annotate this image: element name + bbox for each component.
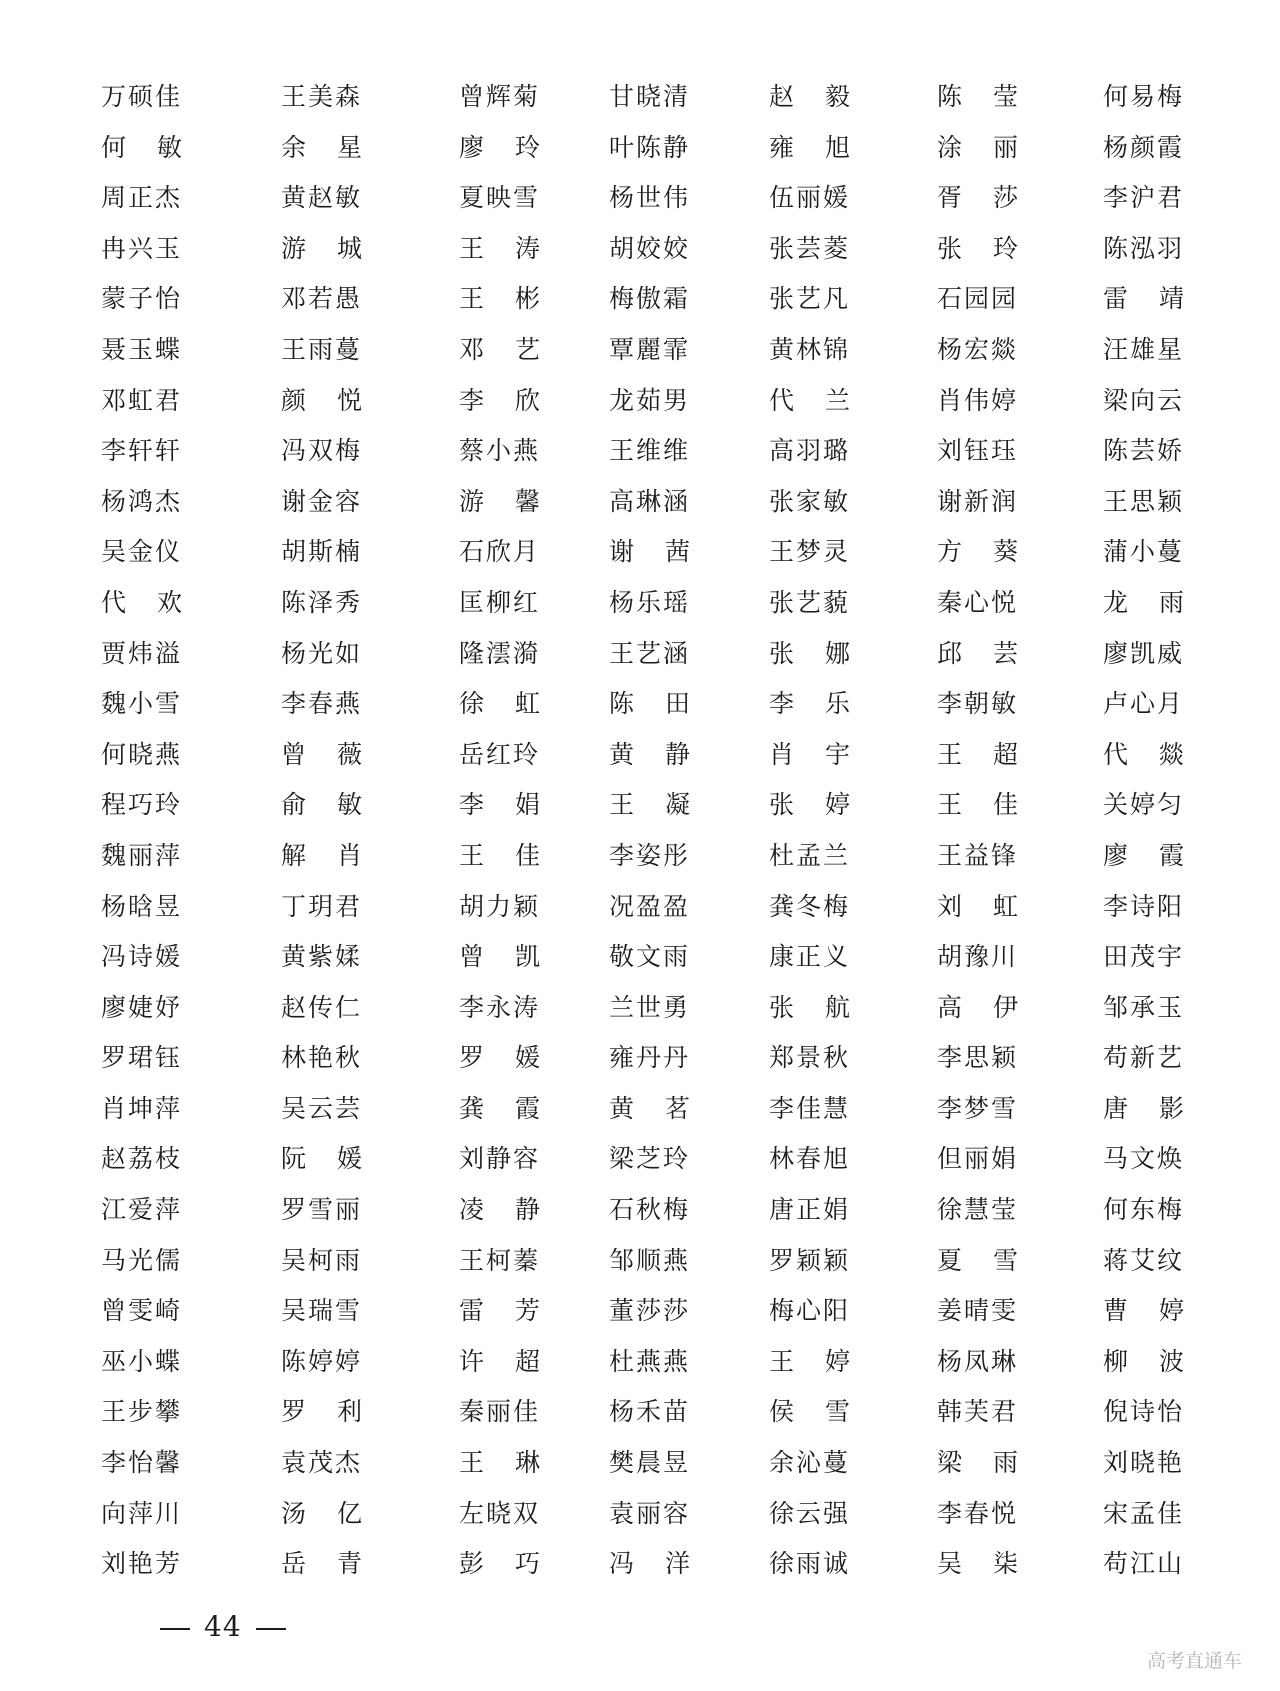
name-row (0, 730, 1280, 781)
name-cell: 梁芝玲 (608, 1144, 688, 1174)
name-cell: 王梦灵 (768, 537, 848, 567)
name-cell: 代 燚 (1102, 739, 1184, 769)
name-row (0, 173, 1280, 224)
name-cell: 张 航 (768, 992, 850, 1022)
name-cell: 徐云强 (768, 1498, 848, 1528)
name-cell: 颜 悦 (280, 385, 362, 415)
name-cell: 胥 莎 (936, 183, 1018, 213)
name-cell: 石园园 (936, 284, 1016, 314)
name-cell: 余沁蔓 (768, 1448, 848, 1478)
name-row (0, 932, 1280, 983)
name-cell: 游 城 (280, 233, 362, 263)
name-cell: 敬文雨 (608, 942, 688, 972)
name-cell: 蒋艾纹 (1102, 1245, 1182, 1275)
name-cell: 王柯蓁 (458, 1245, 538, 1275)
name-cell: 魏丽萍 (100, 840, 180, 870)
name-cell: 王 涛 (458, 233, 540, 263)
name-cell: 李 娟 (458, 790, 540, 820)
name-cell: 汤 亿 (280, 1498, 362, 1528)
name-cell: 高 伊 (936, 992, 1018, 1022)
name-row (0, 527, 1280, 578)
name-row (0, 477, 1280, 528)
name-cell: 俞 敏 (280, 790, 362, 820)
name-cell: 王 佳 (936, 790, 1018, 820)
name-row (0, 983, 1280, 1034)
name-cell: 李怡馨 (100, 1448, 180, 1478)
name-cell: 左晓双 (458, 1498, 538, 1528)
name-cell: 徐慧莹 (936, 1195, 1016, 1225)
name-cell: 李诗阳 (1102, 891, 1182, 921)
name-cell: 冯双梅 (280, 436, 360, 466)
name-cell: 李 乐 (768, 689, 850, 719)
name-cell: 赵 毅 (768, 82, 850, 111)
name-row (0, 578, 1280, 629)
name-cell: 张 娜 (768, 638, 850, 668)
name-row (0, 882, 1280, 933)
name-cell: 徐 虹 (458, 689, 540, 719)
name-cell: 卢心月 (1102, 689, 1182, 719)
name-cell: 甘晓清 (608, 82, 688, 111)
name-cell: 罗 利 (280, 1397, 362, 1427)
name-cell: 唐 影 (1102, 1093, 1184, 1123)
name-cell: 岳 青 (280, 1549, 362, 1579)
name-cell: 王 彬 (458, 284, 540, 314)
name-cell: 李思颖 (936, 1043, 1016, 1073)
name-row (0, 1236, 1280, 1287)
name-cell: 邓若愚 (280, 284, 360, 314)
name-cell: 魏小雪 (100, 689, 180, 719)
name-cell: 赵传仁 (280, 992, 360, 1022)
name-cell: 李佳慧 (768, 1093, 848, 1123)
name-row (0, 1134, 1280, 1185)
name-cell: 蔡小燕 (458, 436, 538, 466)
name-cell: 王 琳 (458, 1448, 540, 1478)
name-cell: 张芸菱 (768, 233, 848, 263)
name-cell: 王 超 (936, 739, 1018, 769)
name-cell: 夏 雪 (936, 1245, 1018, 1275)
name-row (0, 1286, 1280, 1337)
name-cell: 龚 霞 (458, 1093, 540, 1123)
name-list (0, 72, 1280, 1590)
name-cell: 李春悦 (936, 1498, 1016, 1528)
name-cell: 苟江山 (1102, 1549, 1182, 1579)
name-cell: 曹 婷 (1102, 1296, 1184, 1326)
name-cell: 陈泓羽 (1102, 233, 1182, 263)
name-cell: 游 馨 (458, 486, 540, 516)
name-cell: 蒙子怡 (100, 284, 180, 314)
name-row (0, 831, 1280, 882)
name-cell: 胡姣姣 (608, 233, 688, 263)
name-cell: 邹顺燕 (608, 1245, 688, 1275)
name-cell: 雷 靖 (1102, 284, 1184, 314)
name-cell: 秦丽佳 (458, 1397, 538, 1427)
name-cell: 刘静容 (458, 1144, 538, 1174)
name-cell: 柳 波 (1102, 1346, 1184, 1376)
name-cell: 赵荔枝 (100, 1144, 180, 1174)
name-cell: 张艺藐 (768, 587, 848, 617)
name-cell: 隆澐漪 (458, 638, 538, 668)
name-cell: 龚冬梅 (768, 891, 848, 921)
name-cell: 代 欢 (100, 587, 182, 617)
name-row (0, 629, 1280, 680)
name-row (0, 325, 1280, 376)
name-cell: 胡豫川 (936, 942, 1016, 972)
name-cell: 肖坤萍 (100, 1093, 180, 1123)
name-cell: 彭 巧 (458, 1549, 540, 1579)
name-cell: 吴瑞雪 (280, 1296, 360, 1326)
name-row (0, 426, 1280, 477)
watermark: 高考直通车 (1146, 1650, 1242, 1672)
name-cell: 张 玲 (936, 233, 1018, 263)
name-cell: 邓虹君 (100, 385, 180, 415)
name-cell: 倪诗怡 (1102, 1397, 1182, 1427)
name-cell: 宋孟佳 (1102, 1498, 1182, 1528)
name-cell: 吴金仪 (100, 537, 180, 567)
name-cell: 王步攀 (100, 1397, 180, 1427)
name-cell: 黄林锦 (768, 334, 848, 364)
name-cell: 黄赵敏 (280, 183, 360, 213)
name-cell: 肖伟婷 (936, 385, 1016, 415)
name-cell: 王美森 (280, 82, 360, 111)
name-cell: 康正义 (768, 942, 848, 972)
name-cell: 吴柯雨 (280, 1245, 360, 1275)
name-cell: 王思颖 (1102, 486, 1182, 516)
name-cell: 杨乐瑶 (608, 587, 688, 617)
name-cell: 罗雪丽 (280, 1195, 360, 1225)
name-cell: 杨禾苗 (608, 1397, 688, 1427)
name-cell: 梁 雨 (936, 1448, 1018, 1478)
name-cell: 覃麗霏 (608, 334, 688, 364)
name-cell: 黄 茗 (608, 1093, 690, 1123)
name-cell: 方 葵 (936, 537, 1018, 567)
name-cell: 蒲小蔓 (1102, 537, 1182, 567)
dash-left (160, 1628, 190, 1630)
name-row (0, 679, 1280, 730)
name-row (0, 1489, 1280, 1540)
name-row (0, 123, 1280, 174)
name-cell: 杜孟兰 (768, 840, 848, 870)
name-cell: 徐雨诚 (768, 1549, 848, 1579)
name-row (0, 224, 1280, 275)
name-cell: 叶陈静 (608, 132, 688, 162)
name-row (0, 1337, 1280, 1388)
name-cell: 廖婕妤 (100, 992, 180, 1022)
name-cell: 唐正娟 (768, 1195, 848, 1225)
name-row (0, 376, 1280, 427)
name-cell: 杨晗昱 (100, 891, 180, 921)
name-cell: 胡力颖 (458, 891, 538, 921)
name-cell: 王益锋 (936, 840, 1016, 870)
name-cell: 谢 茜 (608, 537, 690, 567)
name-cell: 聂玉蝶 (100, 334, 180, 364)
name-cell: 韩芙君 (936, 1397, 1016, 1427)
name-cell: 董莎莎 (608, 1296, 688, 1326)
name-cell: 何晓燕 (100, 739, 180, 769)
name-cell: 曾辉菊 (458, 82, 538, 111)
name-cell: 江爱萍 (100, 1195, 180, 1225)
name-cell: 况盈盈 (608, 891, 688, 921)
name-cell: 廖凯威 (1102, 638, 1182, 668)
name-row (0, 1185, 1280, 1236)
name-cell: 杨世伟 (608, 183, 688, 213)
name-cell: 邹承玉 (1102, 992, 1182, 1022)
name-cell: 胡斯楠 (280, 537, 360, 567)
name-cell: 肖 宇 (768, 739, 850, 769)
name-cell: 巫小蝶 (100, 1346, 180, 1376)
name-cell: 涂 丽 (936, 132, 1018, 162)
name-cell: 石欣月 (458, 537, 538, 567)
name-cell: 王 凝 (608, 790, 690, 820)
name-cell: 但丽娟 (936, 1144, 1016, 1174)
name-cell: 高琳涵 (608, 486, 688, 516)
name-cell: 王艺涵 (608, 638, 688, 668)
name-cell: 匡柳红 (458, 587, 538, 617)
name-cell: 张 婷 (768, 790, 850, 820)
name-cell: 曾雯崎 (100, 1296, 180, 1326)
name-cell: 李春燕 (280, 689, 360, 719)
name-cell: 李 欣 (458, 385, 540, 415)
name-cell: 吴云芸 (280, 1093, 360, 1123)
name-cell: 黄 静 (608, 739, 690, 769)
name-cell: 谢金容 (280, 486, 360, 516)
dash-right (256, 1628, 286, 1630)
name-cell: 杜燕燕 (608, 1346, 688, 1376)
name-cell: 杨光如 (280, 638, 360, 668)
name-cell: 吴 柒 (936, 1549, 1018, 1579)
name-cell: 廖 玲 (458, 132, 540, 162)
name-cell: 李梦雪 (936, 1093, 1016, 1123)
name-cell: 袁丽容 (608, 1498, 688, 1528)
name-cell: 雷 芳 (458, 1296, 540, 1326)
name-cell: 雍丹丹 (608, 1043, 688, 1073)
name-cell: 李朝敏 (936, 689, 1016, 719)
name-cell: 陈 田 (608, 689, 690, 719)
name-cell: 王 婷 (768, 1346, 850, 1376)
name-cell: 代 兰 (768, 385, 850, 415)
name-row (0, 1033, 1280, 1084)
name-cell: 何东梅 (1102, 1195, 1182, 1225)
name-cell: 陈婷婷 (280, 1346, 360, 1376)
name-cell: 冯诗媛 (100, 942, 180, 972)
name-cell: 袁茂杰 (280, 1448, 360, 1478)
name-cell: 梅心阳 (768, 1296, 848, 1326)
name-row (0, 1387, 1280, 1438)
name-cell: 梅傲霜 (608, 284, 688, 314)
name-cell: 杨颜霞 (1102, 132, 1182, 162)
name-cell: 伍丽媛 (768, 183, 848, 213)
name-cell: 王维维 (608, 436, 688, 466)
name-cell: 邱 芸 (936, 638, 1018, 668)
name-cell: 曾 凯 (458, 942, 540, 972)
page-number: 44 (204, 1610, 242, 1643)
name-cell: 秦心悦 (936, 587, 1016, 617)
name-cell: 杨宏燚 (936, 334, 1016, 364)
name-cell: 龙 雨 (1102, 587, 1184, 617)
name-cell: 关婷匀 (1102, 790, 1182, 820)
name-row (0, 1438, 1280, 1489)
name-cell: 刘晓艳 (1102, 1448, 1182, 1478)
name-cell: 谢新润 (936, 486, 1016, 516)
name-cell: 马文焕 (1102, 1144, 1182, 1174)
name-cell: 雍 旭 (768, 132, 850, 162)
name-cell: 向萍川 (100, 1498, 180, 1528)
name-cell: 余 星 (280, 132, 362, 162)
name-row (0, 780, 1280, 831)
name-cell: 高羽璐 (768, 436, 848, 466)
name-cell: 何 敏 (100, 132, 182, 162)
page-footer (160, 1610, 286, 1643)
name-cell: 冯 洋 (608, 1549, 690, 1579)
name-cell: 冉兴玉 (100, 233, 180, 263)
name-cell: 李沪君 (1102, 183, 1182, 213)
name-cell: 刘钰珏 (936, 436, 1016, 466)
name-cell: 汪雄星 (1102, 334, 1182, 364)
name-cell: 林艳秋 (280, 1043, 360, 1073)
name-cell: 程巧玲 (100, 790, 180, 820)
name-cell: 阮 媛 (280, 1144, 362, 1174)
name-cell: 曾 薇 (280, 739, 362, 769)
name-cell: 刘 虹 (936, 891, 1018, 921)
name-cell: 廖 霞 (1102, 840, 1184, 870)
name-cell: 陈芸娇 (1102, 436, 1182, 466)
name-cell: 王雨蔓 (280, 334, 360, 364)
name-cell: 许 超 (458, 1346, 540, 1376)
name-cell: 罗 媛 (458, 1043, 540, 1073)
name-cell: 黄紫媃 (280, 942, 360, 972)
name-cell: 罗珺钰 (100, 1043, 180, 1073)
name-cell: 邓 艺 (458, 334, 540, 364)
name-cell: 苟新艺 (1102, 1043, 1182, 1073)
name-cell: 郑景秋 (768, 1043, 848, 1073)
name-cell: 李姿彤 (608, 840, 688, 870)
name-cell: 罗颖颖 (768, 1245, 848, 1275)
name-cell: 杨鸿杰 (100, 486, 180, 516)
name-row (0, 1539, 1280, 1590)
name-cell: 凌 静 (458, 1195, 540, 1225)
name-cell: 樊晨昱 (608, 1448, 688, 1478)
name-cell: 王 佳 (458, 840, 540, 870)
name-cell: 侯 雪 (768, 1397, 850, 1427)
name-cell: 陈泽秀 (280, 587, 360, 617)
name-cell: 杨凤琳 (936, 1346, 1016, 1376)
name-cell: 石秋梅 (608, 1195, 688, 1225)
name-cell: 周正杰 (100, 183, 180, 213)
name-cell: 姜晴雯 (936, 1296, 1016, 1326)
name-cell: 田茂宇 (1102, 942, 1182, 972)
name-cell: 夏映雪 (458, 183, 538, 213)
name-cell: 陈 莹 (936, 82, 1018, 111)
name-cell: 张家敏 (768, 486, 848, 516)
name-row (0, 72, 1280, 123)
name-cell: 李轩轩 (100, 436, 180, 466)
name-row (0, 274, 1280, 325)
name-cell: 兰世勇 (608, 992, 688, 1022)
name-cell: 解 肖 (280, 840, 362, 870)
name-cell: 梁向云 (1102, 385, 1182, 415)
name-cell: 龙茹男 (608, 385, 688, 415)
name-row (0, 1084, 1280, 1135)
name-cell: 张艺凡 (768, 284, 848, 314)
name-cell: 丁玥君 (280, 891, 360, 921)
name-cell: 贾炜溢 (100, 638, 180, 668)
name-cell: 岳红玲 (458, 739, 538, 769)
name-cell: 马光儒 (100, 1245, 180, 1275)
name-cell: 林春旭 (768, 1144, 848, 1174)
name-cell: 万硕佳 (100, 82, 180, 111)
name-cell: 刘艳芳 (100, 1549, 180, 1579)
name-cell: 何易梅 (1102, 82, 1182, 111)
name-cell: 李永涛 (458, 992, 538, 1022)
